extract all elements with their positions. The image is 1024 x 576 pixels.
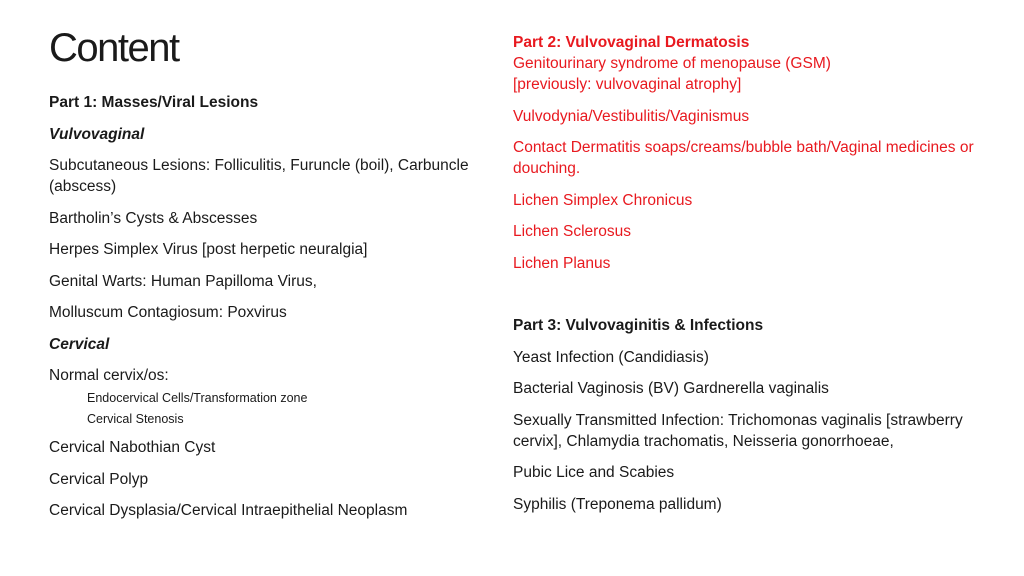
list-item: Bacterial Vaginosis (BV) Gardnerella vaginalis	[513, 380, 829, 397]
part2-heading: Part 2: Vulvovaginal Dermatosis	[513, 34, 750, 51]
list-item: Cervical Dysplasia/Cervical Intraepithelial Neoplasm	[49, 502, 408, 519]
list-item: Subcutaneous Lesions: Folliculitis, Furuncle (boil), Carbuncle (abscess)	[49, 157, 469, 195]
list-item: Herpes Simplex Virus [post herpetic neuralgia]	[49, 241, 368, 258]
vulvovaginal-subheading: Vulvovaginal	[49, 125, 145, 143]
left-column	[49, 92, 479, 532]
list-item: Lichen Simplex Chronicus	[513, 191, 693, 209]
list-item: Cervical Nabothian Cyst	[49, 439, 216, 456]
part3-heading: Part 3: Vulvovaginitis & Infections	[513, 317, 764, 334]
list-item: Sexually Transmitted Infection: Trichomonas vaginalis [strawberry cervix], Chlamydia trachomatis, Neisseria gonorrhoeae,	[513, 411, 963, 450]
list-item: Cervical Polyp	[49, 470, 149, 488]
part1-heading: Part 1: Masses/Viral Lesions	[49, 94, 259, 111]
list-item: Pubic Lice and Scabies	[513, 464, 675, 481]
sub-list-item: Endocervical Cells/Transformation zone	[87, 391, 308, 405]
sub-list-item: Cervical Stenosis	[87, 412, 184, 426]
slide-title: Content	[49, 26, 179, 70]
list-item: Genital Warts: Human Papilloma Virus,	[49, 272, 317, 290]
list-item: Lichen Planus	[513, 254, 611, 272]
list-item: Normal cervix/os:	[49, 367, 169, 384]
list-item: Lichen Sclerosus	[513, 223, 632, 240]
gsm-line: Genitourinary syndrome of menopause (GSM)	[513, 55, 831, 72]
list-item: Vulvodynia/Vestibulitis/Vaginismus	[513, 107, 750, 125]
cervical-subheading: Cervical	[49, 335, 110, 353]
list-item: Yeast Infection (Candidiasis)	[513, 348, 709, 366]
list-item: Contact Dermatitis soaps/creams/bubble bath/Vaginal medicines or douching.	[513, 139, 974, 177]
list-item: Molluscum Contagiosum: Poxvirus	[49, 304, 287, 321]
section-spacer	[513, 284, 983, 315]
list-item: Syphilis (Treponema pallidum)	[513, 495, 722, 513]
right-column	[513, 32, 983, 525]
list-item: Bartholin’s Cysts & Abscesses	[49, 209, 258, 227]
gsm-note: [previously: vulvovaginal atrophy]	[513, 76, 742, 93]
